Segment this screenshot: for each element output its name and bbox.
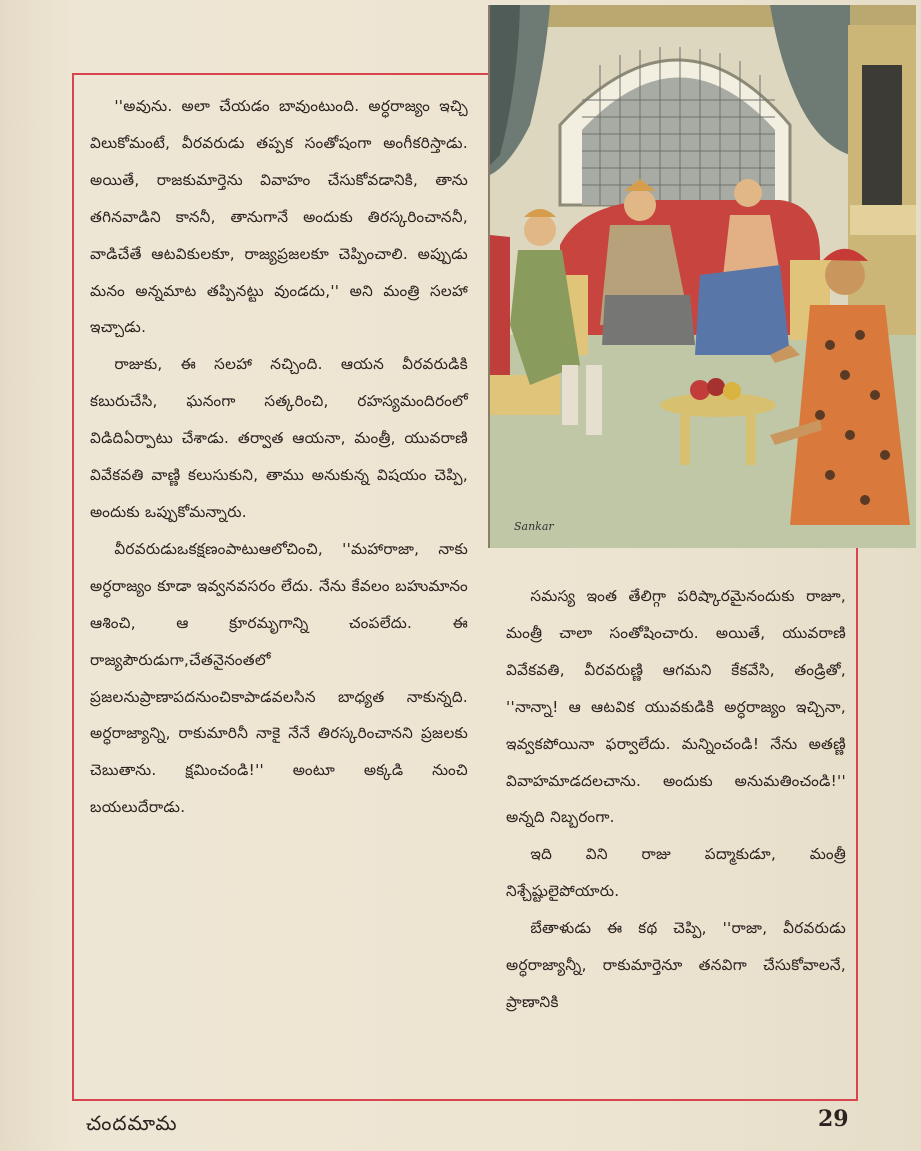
palace-scene-drawing	[490, 5, 916, 548]
page-number: 29	[818, 1106, 849, 1132]
paragraph: వీరవరుడుఒకక్షణంపాటుఆలోచించి, ''మహారాజా, నాకు అర్ధరాజ్యం కూడా ఇవ్వనవసరం లేదు. నేను కేవలం బహుమానం ఆశించి, ఆ క్రూరమృగాన్ని చంపలేదు. ఈ రాజ్యపౌరుడుగా,చేతనైనంతలో ప్రజలనుప్రాణాపదనుంచికాపాడవలసిన బాధ్యత నాకున్నది. అర్ధరాజ్యాన్ని, రాకుమారినీ నాకై నేనే తిరస్కరించానని ప్రజలకు చెబుతాను. క్షమించండి!'' అంటూ అక్కడి నుంచి బయలుదేరాడు.	[90, 539, 468, 817]
right-text-column	[506, 578, 846, 1021]
paragraph: రాజుకు, ఈ సలహా నచ్చింది. ఆయన వీరవరుడికి కబురుచేసి, ఘనంగా సత్కరించి, రహస్యమందిరంలో విడిదిఏర్పాటు చేశాడు. తర్వాత ఆయనా, మంత్రీ, యువరాణి వివేకవతి వాణ్ణి కలుసుకుని, తాము అనుకున్న విషయం చెప్పి, అందుకు ఒప్పుకోమన్నారు.	[90, 355, 468, 521]
magazine-title: చందమామ	[86, 1111, 178, 1135]
illustrator-signature: Sankar	[514, 520, 554, 533]
paragraph: సమస్య ఇంత తేలిగ్గా పరిష్కారమైనందుకు రాజూ, మంత్రీ చాలా సంతోషించారు. అయితే, యువరాణి వివేకవతి, వీరవరుణ్ణి ఆగమని కేకవేసి, తండ్రితో, ''నాన్నా! ఆ ఆటవిక యువకుడికి అర్ధరాజ్యం ఇచ్చినా, ఇవ్వకపోయినా ఫర్వాలేదు. మన్నించండి! నేను అతణ్ణి వివాహమాడదలచాను. అందుకు అనుమతించండి!'' అన్నది నిబ్బరంగా.	[506, 587, 846, 827]
paragraph: బేతాళుడు ఈ కథ చెప్పి, ''రాజా, వీరవరుడు అర్ధరాజ్యాన్నీ, రాకుమార్తెనూ తనవిగా చేసుకోవాలనే, ప్రాణానికి	[506, 919, 846, 1011]
story-illustration	[488, 5, 916, 548]
left-text-column	[90, 88, 468, 826]
paragraph: ఇది విని రాజు పద్మాకుడూ, మంత్రీ నిశ్చేష్టులైపోయారు.	[506, 845, 846, 901]
paragraph: ''అవును. అలా చేయడం బావుంటుంది. అర్ధరాజ్యం ఇచ్చి విలుకోమంటే, వీరవరుడు తప్పక సంతోషంగా అంగీకరిస్తాడు. అయితే, రాజకుమార్తెను వివాహం చేసుకోవడానికి, తాను తగినవాడిని కాననీ, తానుగానే అందుకు తిరస్కరించాననీ, వాడిచేతే ఆటవికులకూ, రాజ్యప్రజలకూ చెప్పించాలి. అప్పుడు మనం అన్నమాట తప్పినట్టు వుండదు,'' అని మంత్రి సలహా ఇచ్చాడు.	[90, 97, 468, 337]
